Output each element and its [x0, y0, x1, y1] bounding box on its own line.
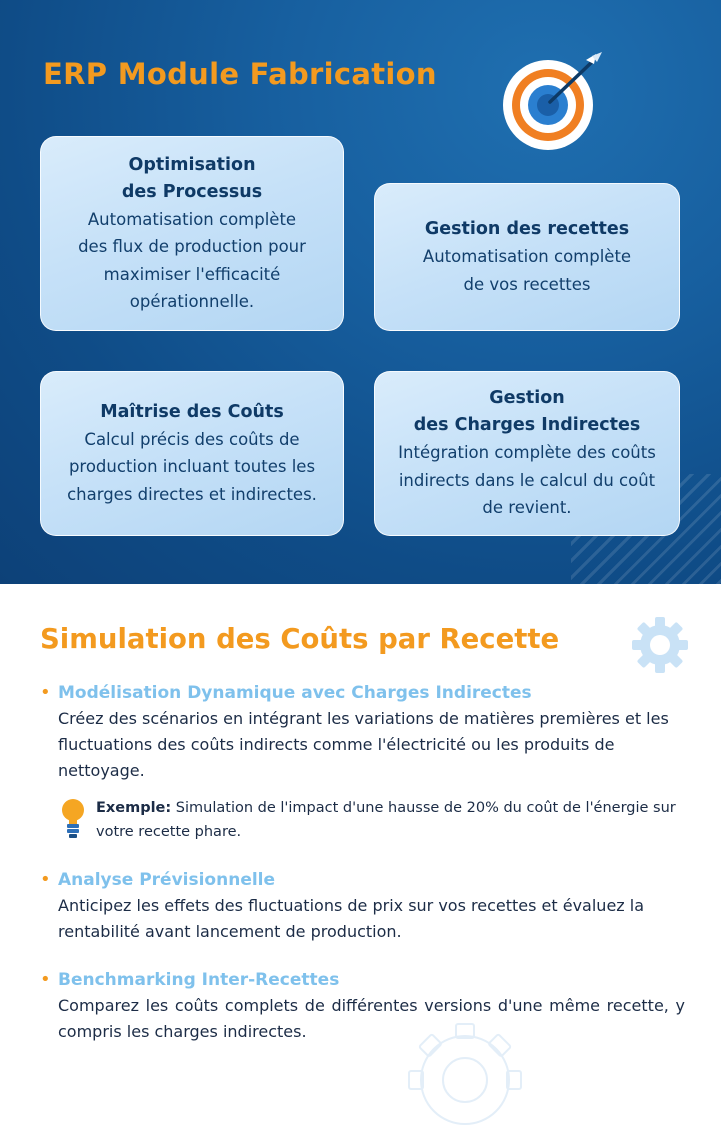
list-item	[40, 867, 685, 945]
list-item	[40, 680, 685, 784]
item-title: Benchmarking Inter-Recettes	[58, 970, 340, 990]
feature-card-recettes	[374, 183, 680, 331]
bullet: •	[40, 969, 51, 990]
feature-card-optimisation	[40, 136, 344, 331]
lightbulb-icon	[60, 798, 86, 840]
target-icon	[496, 50, 608, 150]
example-body: Simulation de l'impact d'une hausse de 20% du coût de l'énergie sur votre recette phare.	[96, 800, 676, 840]
example-label: Exemple:	[96, 800, 172, 816]
bullet: •	[40, 869, 51, 890]
bullet: •	[40, 682, 51, 703]
feature-card-couts	[40, 371, 344, 536]
example-text	[96, 796, 680, 844]
card-title: Maîtrise des Coûts	[100, 401, 284, 422]
card-description: Automatisation complète de vos recettes	[422, 247, 632, 294]
feature-card-charges	[374, 371, 680, 536]
item-description: Comparez les coûts complets de différentes versions d'une même recette, y compris les charges indirectes.	[58, 996, 685, 1041]
item-description: Créez des scénarios en intégrant les variations de matières premières et les fluctuations des coûts indirects comme l'électricité ou les produits de nettoyage.	[58, 709, 669, 780]
card-title: Gestion des Charges Indirectes	[413, 388, 641, 436]
page-title: ERP Module Fabrication	[43, 57, 437, 91]
example-callout	[60, 796, 680, 844]
item-description: Anticipez les effets des fluctuations de prix sur vos recettes et évaluez la rentabilité avant lancement de production.	[58, 896, 645, 941]
card-title: Optimisation des Processus	[121, 154, 263, 202]
card-title: Gestion des recettes	[424, 219, 630, 239]
gear-icon	[630, 615, 690, 675]
card-description: Intégration complète des coûts indirects dans le calcul du coût de revient.	[398, 443, 656, 518]
section-title: Simulation des Coûts par Recette	[40, 623, 560, 655]
card-description: Automatisation complète des flux de production pour maximiser l'efficacité opérationnelle.	[78, 209, 306, 311]
item-title: Analyse Prévisionnelle	[58, 870, 276, 890]
list-item	[40, 967, 685, 1045]
card-description: Calcul précis des coûts de production incluant toutes les charges directes et indirectes.	[67, 429, 317, 504]
item-title: Modélisation Dynamique avec Charges Indirectes	[58, 683, 532, 703]
